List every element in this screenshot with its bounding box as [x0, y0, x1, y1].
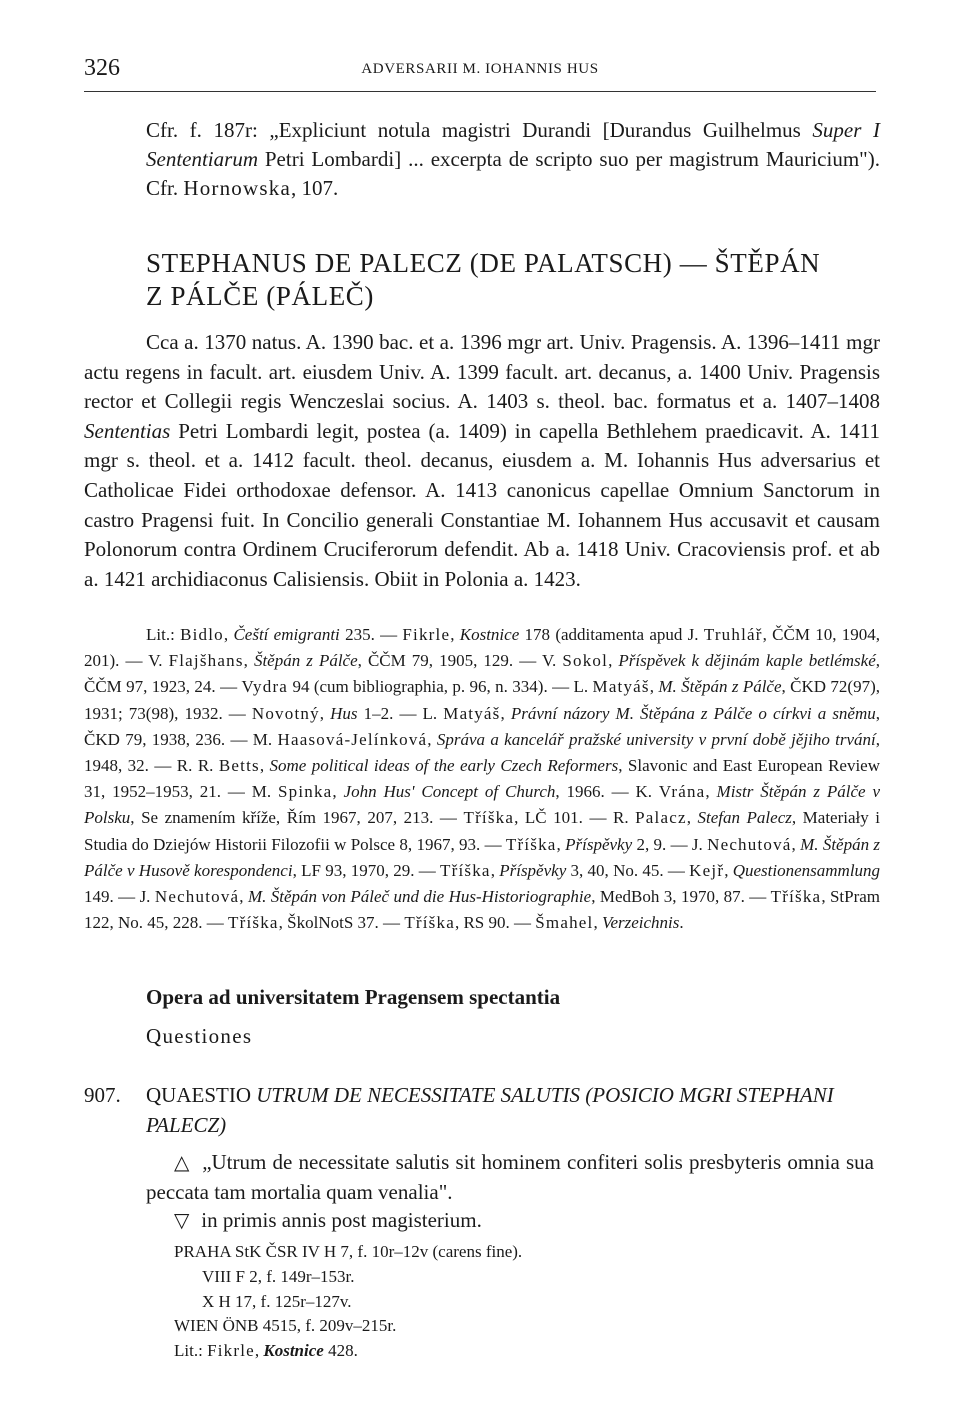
- lit-text: ,: [649, 677, 659, 697]
- lit-title: Some political ideas of the early Czech Reformers: [269, 756, 619, 776]
- lit-title: Příspěvky: [499, 860, 567, 880]
- lit-title: Mistr Štěpán z Pálče v Polsku: [84, 782, 880, 828]
- lit-title: Kostnice: [459, 625, 520, 644]
- lit-title: Správa a kancelář pražské university v první době jějiho trvání: [436, 729, 876, 749]
- item-title-italic: UTRUM DE NECESSITATE SALUTIS (POSICIO MGRI STEPHANI PALECZ): [146, 1083, 834, 1137]
- lit-text: , ČČM 79, 1905, 129. — V.: [357, 651, 563, 671]
- lit-text: ,: [490, 860, 500, 880]
- manuscript-literature: [174, 1339, 522, 1364]
- lit-title: John Hus' Concept of Church: [343, 782, 556, 802]
- manuscript-line: PRAHA StK ČSR IV H 7, f. 10r–12v (carens fine).: [174, 1242, 523, 1261]
- manuscript-line: WIEN ÖNB 4515, f. 209v–215r.: [174, 1316, 397, 1336]
- lit-author: Tříška: [404, 913, 455, 933]
- lit-author: Tříška: [505, 834, 557, 854]
- lit-title: Questionensammlung: [732, 860, 881, 880]
- lit-text: , ŠkolNotS 37. —: [278, 913, 405, 933]
- lit-author: Tříška: [463, 808, 515, 828]
- lit-text: 149. — J.: [84, 887, 155, 907]
- running-header: [84, 55, 876, 85]
- lit-text: ,: [332, 782, 344, 802]
- lit-author: Vrána: [658, 782, 706, 802]
- lit-text: ,: [724, 860, 733, 880]
- lit-author: Fikrle: [402, 625, 451, 644]
- opera-heading: Opera ad universitatem Pragensem spectantia: [146, 985, 561, 1009]
- explicit: [174, 1205, 482, 1235]
- lit-text: ,: [427, 729, 437, 749]
- lit-author: Tříška: [228, 913, 279, 933]
- lit-text: ,: [319, 703, 331, 723]
- lit-text: , StPram 122, No. 45, 228. —: [84, 887, 881, 933]
- item-number: 907.: [84, 1083, 121, 1107]
- literature-paragraph: [84, 622, 880, 936]
- lit-author: Betts: [218, 756, 260, 776]
- cfr-text: , 107.: [290, 176, 339, 200]
- cfr-text: Cfr. f. 187r: „Expliciunt notula magistri Durandi [Durandus Guilhelmus: [146, 118, 813, 142]
- lit-text: , Slavonic and East European Review 31, 1952–1953, 21. — M.: [84, 756, 880, 802]
- lit-author: Tříška: [440, 860, 491, 880]
- lit-text: .: [679, 913, 684, 933]
- lit-text: ,: [500, 703, 511, 723]
- lit-author: Tříška: [770, 887, 822, 907]
- lit-author: Fikrle: [207, 1341, 255, 1361]
- lit-title: Verzeichnis: [601, 913, 680, 933]
- lit-title: Štěpán z Pálče: [253, 651, 358, 671]
- lit-author: Šmahel: [535, 913, 594, 933]
- lit-author: Spinka: [277, 782, 333, 802]
- lit-author: Bidlo: [180, 625, 224, 644]
- lit-text: , RS 90. —: [454, 913, 536, 933]
- lit-text: 2, 9. — J.: [632, 834, 708, 854]
- incipit: [146, 1147, 874, 1207]
- lit-author: Vydra: [241, 677, 289, 697]
- lit-title: Čeští emigranti: [233, 625, 340, 644]
- lit-text: , 1948, 32. — R. R.: [84, 729, 881, 776]
- bio-text: Cca a. 1370 natus. A. 1390 bac. et a. 1396 mgr art. Univ. Pragensis. A. 1396–1411 mgr actu regens in facult. art. eiusdem Univ. A. 1399 facult. art. decanus, a. 1400 Univ. Pragensis rector et Collegii regis Wenczeslai socius. A. 1403 s. theol. bac. formatus et a. 1407–1408: [84, 330, 880, 414]
- lit-text: 1–2. — L.: [357, 703, 444, 723]
- manuscript-line: VIII F 2, f. 149r–153r.: [202, 1266, 355, 1286]
- lit-text: , ČKD 79, 1938, 236. — M.: [84, 703, 881, 749]
- lit-author: Matyáš: [443, 703, 501, 723]
- lit-author: Nechutová: [707, 834, 792, 854]
- running-title: ADVERSARII M. IOHANNIS HUS: [361, 61, 599, 77]
- incipit-triangle-icon: △: [174, 1150, 190, 1174]
- explicit-text: in primis annis post magisterium.: [201, 1208, 482, 1232]
- lit-text: 178 (additamenta apud J.: [519, 625, 704, 644]
- cfr-author: Hornowska: [183, 176, 291, 200]
- lit-text: 94 (cum bibliographia, p. 96, n. 334). — L.: [288, 677, 593, 697]
- lit-text: ,: [556, 834, 566, 854]
- biography-paragraph: [84, 328, 880, 594]
- lit-text: , ČČM 97, 1923, 24. —: [84, 651, 881, 697]
- lit-text: ,: [243, 651, 254, 671]
- item-title-prefix: QUAESTIO: [146, 1083, 257, 1107]
- lit-author: Sokol: [562, 651, 609, 671]
- lit-label: Lit.:: [146, 625, 181, 644]
- quaestiones-subheading: Questiones: [146, 1024, 253, 1048]
- cfr-text: Petri Lombardi] ... excerpta de scripto suo per magistrum Mauricium"). Cfr.: [146, 147, 880, 200]
- incipit-text: „Utrum de necessitate salutis sit hominem confiteri solis presbyteris omnia sua peccata tam mortalia quam venalia".: [146, 1150, 875, 1204]
- cfr-note: [146, 116, 880, 203]
- lit-author: Palacz: [635, 808, 687, 828]
- lit-text: , LF 93, 1970, 29. —: [292, 860, 441, 880]
- lit-text: 3, 40, No. 45. —: [566, 860, 690, 880]
- lit-text: 235. —: [339, 625, 403, 644]
- bio-text: Petri Lombardi legit, postea (a. 1409) in capella Bethlehem praedicavit. A. 1411 mgr s. theol. et a. 1412 facult. theol. decanus, eiusdem a. M. Iohannis Hus adversarius et Catholicae Fidei orthodoxae defensor. A. 1413 canonicus capellae Omnium Sanctorum in castro Pragensi fuit. In Concilio generali Constantiae M. Iohannem Hus accusavit et causam Polonorum contra Ordinem Cruciferorum defendit. Ab a. 1418 Univ. Cracoviensis prof. et ab a. 1421 archidiaconus Calisiensis. Obiit in Polonia a. 1423.: [84, 418, 880, 591]
- lit-text: ,: [450, 625, 460, 644]
- lit-text: , Se znamením kříže, Řím 1967, 207, 213. —: [130, 808, 464, 828]
- bio-title: Sententias: [84, 418, 171, 443]
- lit-text: , 1966. — K.: [555, 782, 659, 802]
- lit-author: Nechutová: [154, 887, 240, 907]
- manuscript-list: [174, 1240, 522, 1364]
- lit-text: , LČ 101. — R.: [514, 808, 636, 828]
- lit-text: ,: [705, 782, 717, 802]
- lit-text: , ČKD 72(97), 1931; 73(98), 1932. —: [84, 677, 881, 723]
- explicit-triangle-icon: ▽: [174, 1208, 190, 1232]
- lit-title: Příspěvek k dějinám kaple betlémské: [618, 651, 876, 671]
- cfr-title: Super I Sententiarum: [146, 118, 880, 171]
- author-heading: [146, 247, 880, 313]
- lit-text: , MedBoh 3, 1970, 87. —: [591, 887, 771, 907]
- lit-text: ,: [239, 887, 248, 907]
- lit-author: Matyáš: [592, 677, 650, 697]
- lit-text: ,: [223, 625, 234, 644]
- lit-title: Hus: [330, 703, 358, 723]
- author-heading-line-1: STEPHANUS DE PALECZ (DE PALATSCH) — ŠTĚPÁN: [146, 248, 821, 278]
- lit-title: M. Štěpán z Pálče v Husově korespondenci: [84, 834, 881, 880]
- header-rule: [84, 91, 876, 92]
- lit-text: ,: [608, 651, 619, 671]
- lit-text: ,: [791, 834, 801, 854]
- lit-title: Právní názory M. Štěpána z Pálče o církvi a sněmu: [510, 703, 876, 723]
- lit-text: 428.: [323, 1341, 358, 1361]
- lit-author: Novotný: [251, 703, 320, 723]
- item-title: [146, 1080, 880, 1140]
- lit-text: ,: [259, 756, 270, 776]
- manuscript-line: X H 17, f. 125r–127v.: [202, 1291, 352, 1311]
- author-heading-line-2: Z PÁLČE (PÁLEČ): [146, 281, 374, 311]
- page-number: 326: [84, 55, 120, 81]
- lit-text: ,: [593, 913, 602, 933]
- lit-label: Lit.:: [174, 1341, 208, 1361]
- lit-text: , Materiały i Studia do Dziejów Historii Filozofii w Polsce 8, 1967, 93. —: [84, 808, 881, 854]
- lit-title: Příspěvky: [565, 834, 633, 854]
- lit-author: Kejř: [689, 860, 725, 880]
- lit-text: , ČČM 10, 1904, 201). — V.: [84, 625, 881, 671]
- lit-text: ,: [686, 808, 698, 828]
- lit-author: Flajšhans: [168, 651, 244, 671]
- lit-title: M. Štěpán von Páleč und die Hus-Historiographie: [247, 887, 592, 907]
- lit-title: Stefan Palecz: [697, 808, 792, 828]
- lit-text: ,: [254, 1341, 264, 1361]
- lit-title: M. Štěpán z Pálče: [658, 677, 782, 697]
- lit-title: Kostnice: [263, 1341, 324, 1361]
- lit-author: Truhlář: [703, 625, 763, 644]
- lit-author: Haasová-Jelínková: [277, 729, 428, 749]
